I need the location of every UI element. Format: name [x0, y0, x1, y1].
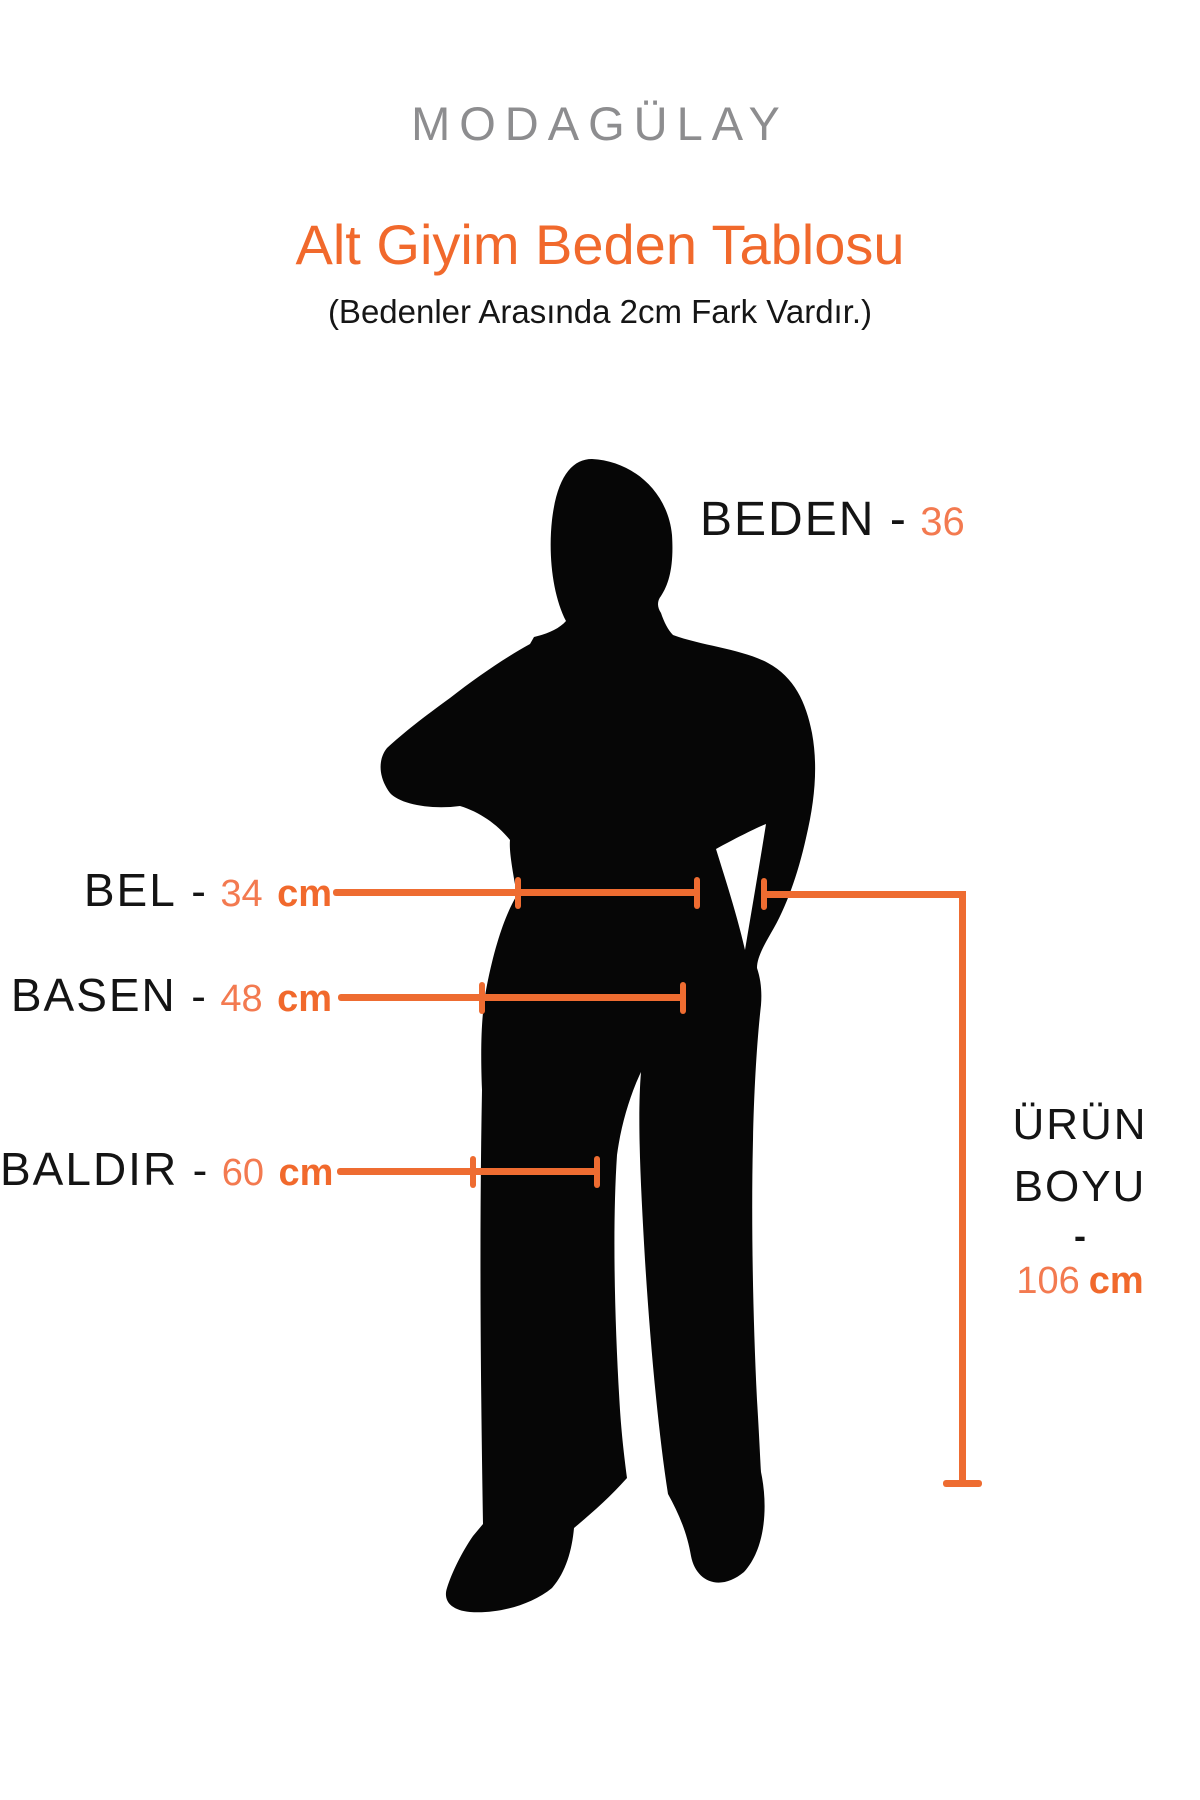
length-bracket-vertical-line	[959, 891, 966, 1486]
baldir-tick-right	[594, 1156, 600, 1188]
measurement-row-bel	[0, 863, 332, 917]
bel-tick-right	[694, 877, 700, 909]
basen-measure-line	[338, 994, 686, 1001]
bel-separator: -	[191, 867, 206, 916]
baldir-value: 60	[221, 1152, 265, 1194]
product-length-unit: cm	[1088, 1260, 1144, 1302]
product-length-block	[985, 1094, 1175, 1303]
measurement-row-baldir	[0, 1142, 332, 1196]
baldir-tick-left	[470, 1156, 476, 1188]
product-length-label-line2: BOYU	[1013, 1162, 1147, 1211]
baldir-unit: cm	[278, 1152, 334, 1194]
product-length-value: 106	[1016, 1260, 1080, 1302]
basen-tick-right	[680, 982, 686, 1014]
product-length-separator: -	[1074, 1215, 1086, 1256]
size-badge	[700, 492, 965, 547]
brand-logo: MODAGÜLAY	[411, 97, 789, 150]
basen-label: BASEN	[10, 969, 177, 1021]
bel-tick-left	[515, 877, 521, 909]
measurement-row-basen	[0, 968, 332, 1022]
size-badge-separator: -	[889, 493, 906, 546]
basen-unit: cm	[277, 978, 332, 1020]
page-title: Alt Giyim Beden Tablosu	[295, 213, 905, 276]
size-badge-value: 36	[920, 500, 965, 544]
length-bracket-bottom-tick	[943, 1480, 982, 1487]
basen-value: 48	[220, 978, 263, 1020]
baldir-separator: -	[192, 1146, 208, 1195]
bel-value: 34	[220, 873, 263, 915]
basen-tick-left	[479, 982, 485, 1014]
baldir-measure-line	[337, 1168, 600, 1175]
product-length-label-line1: ÜRÜN	[1012, 1100, 1148, 1149]
bel-unit: cm	[277, 873, 332, 915]
length-bracket-top-line	[763, 891, 966, 898]
bel-label: BEL	[83, 864, 177, 916]
baldir-label: BALDIR	[0, 1143, 179, 1195]
basen-separator: -	[191, 972, 206, 1021]
page-subtitle: (Bedenler Arasında 2cm Fark Vardır.)	[327, 293, 873, 330]
size-badge-label: BEDEN	[700, 493, 876, 546]
